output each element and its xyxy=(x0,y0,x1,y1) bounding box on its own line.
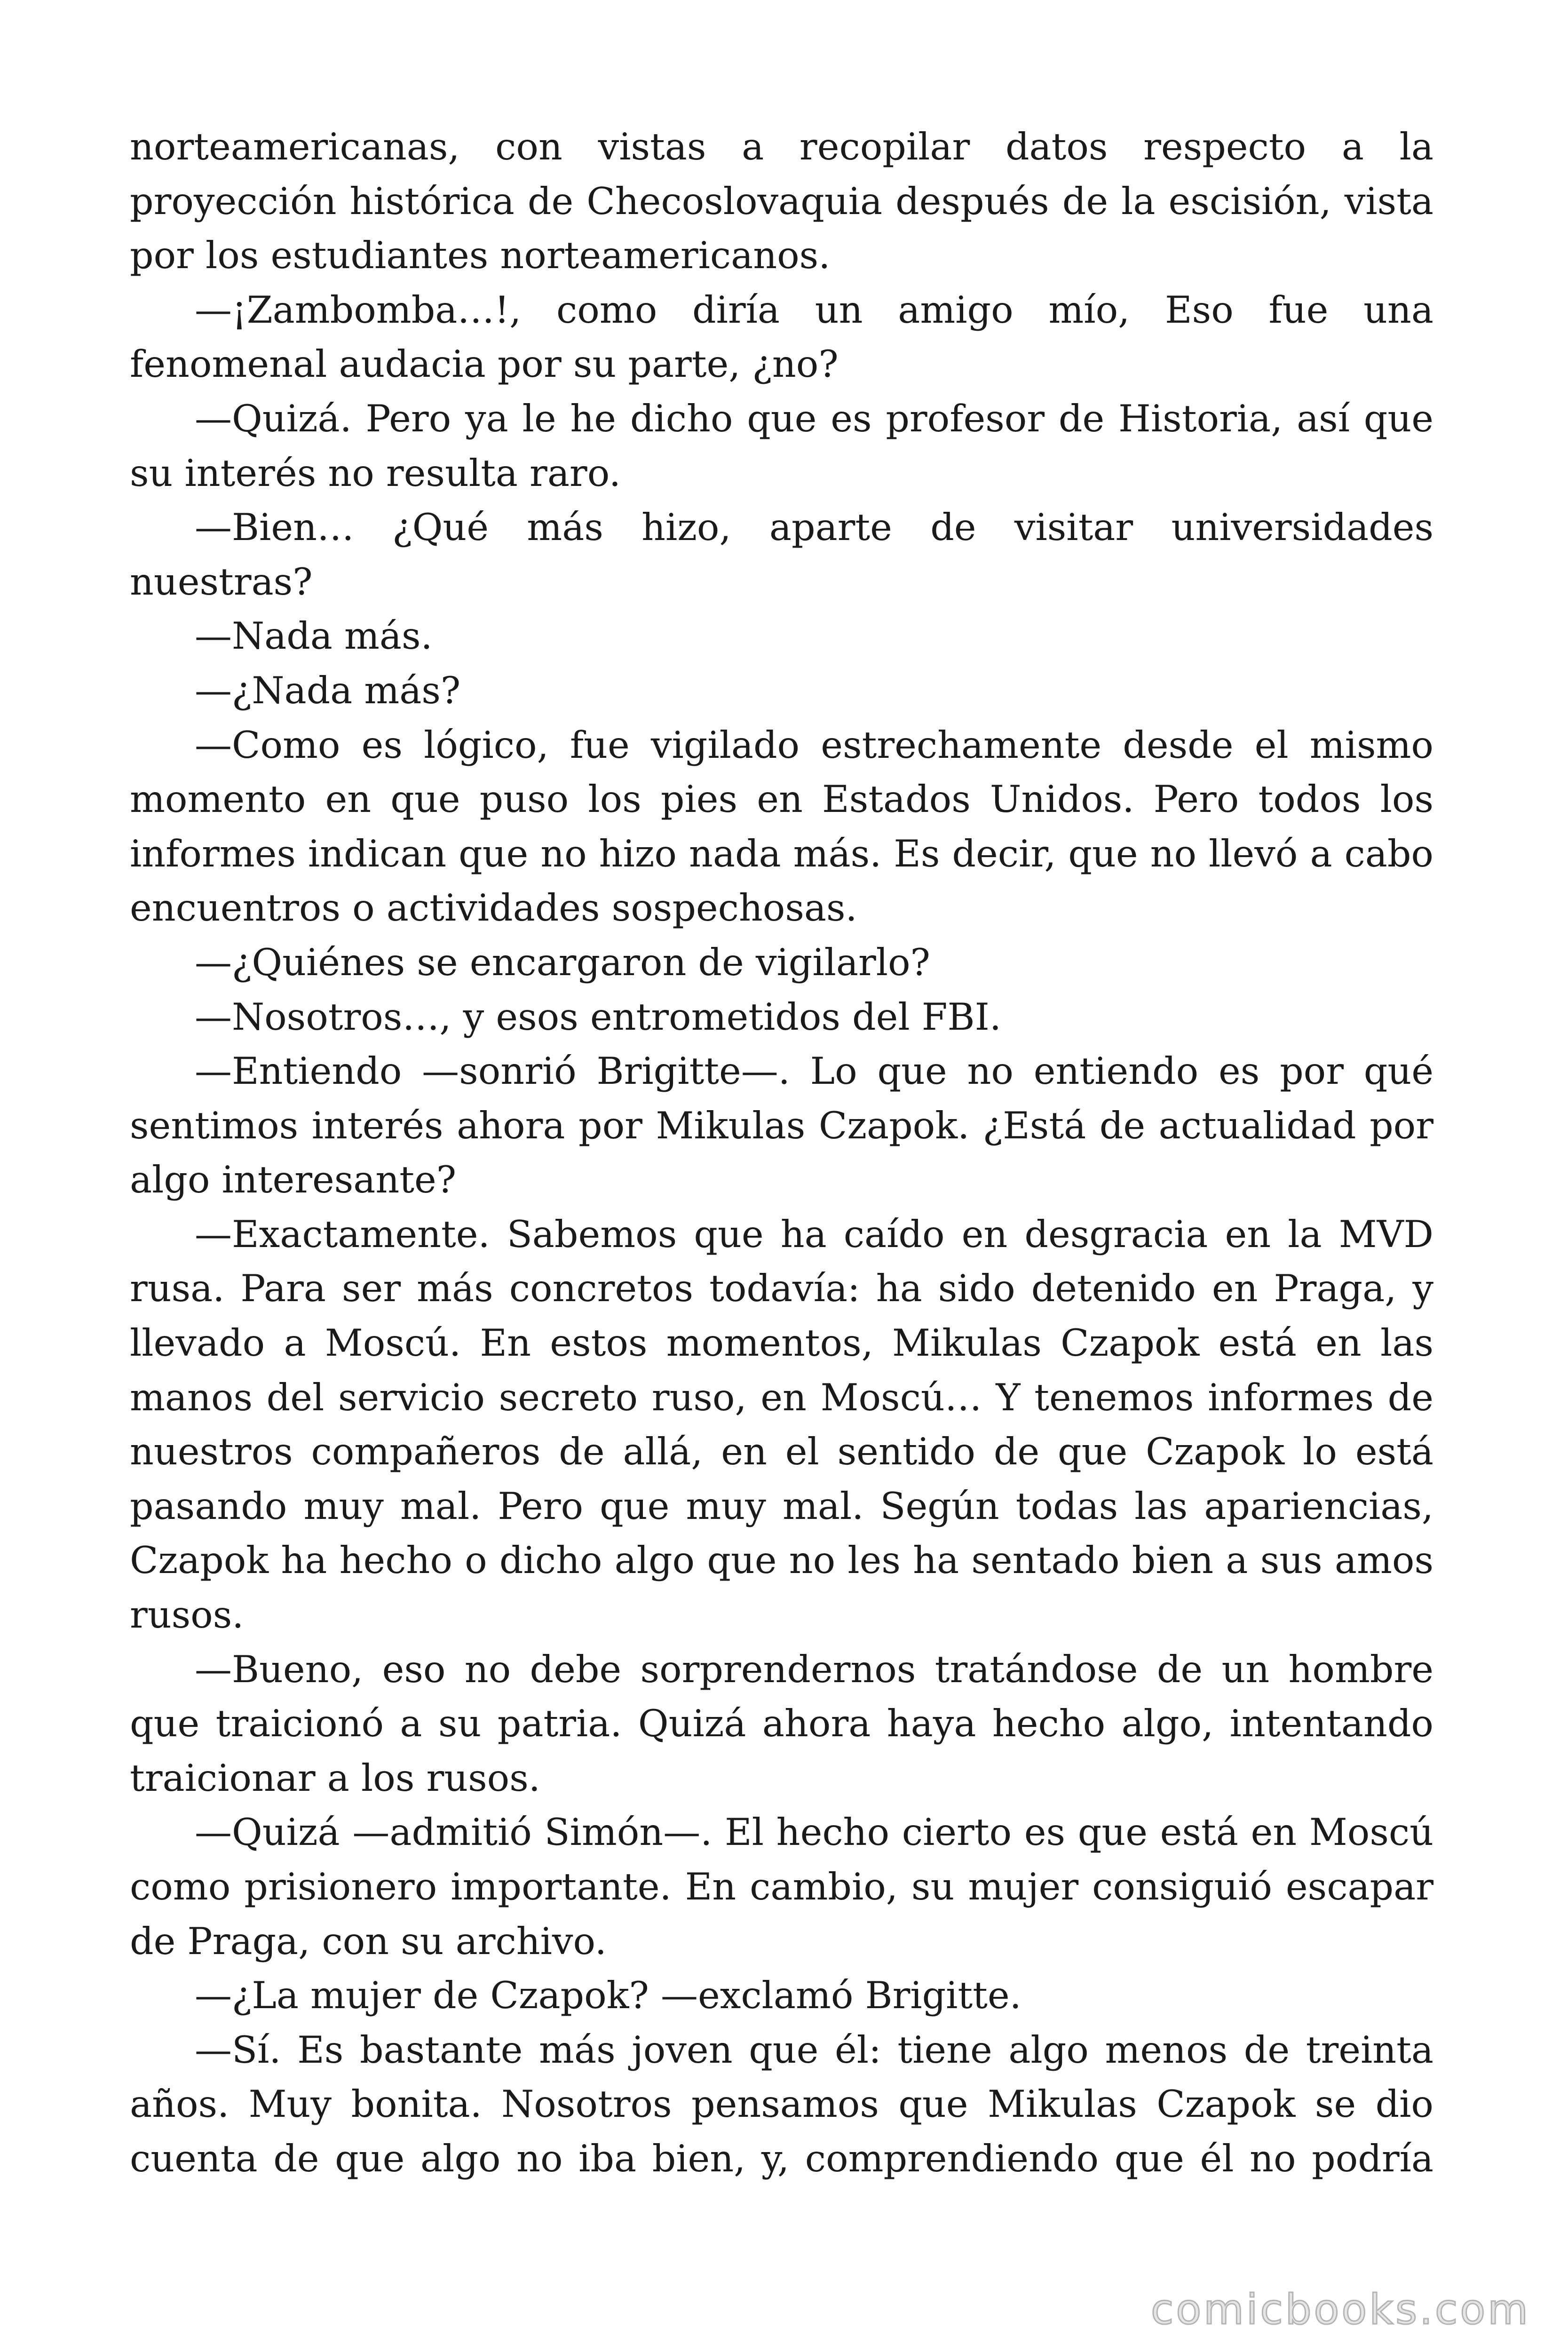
dialogue-paragraph: —Bueno, eso no debe sorprendernos tratándose de un hombre que traicionó a su patria. Quizá ahora haya hecho algo, intentando traicionar a los rusos. xyxy=(130,1647,1433,1800)
dialogue-paragraph: —¿La mujer de Czapok? —exclamó Brigitte. xyxy=(195,1974,1022,2018)
dialogue-paragraph: —Como es lógico, fue vigilado estrechamente desde el mismo momento en que puso los pies en Estados Unidos. Pero todos los informes indican que no hizo nada más. Es decir, que no llevó a cabo encuentros o actividades sospechosas. xyxy=(130,723,1433,930)
dialogue-paragraph: —Entiendo —sonrió Brigitte—. Lo que no entiendo es por qué sentimos interés ahora por Mikulas Czapok. ¿Está de actualidad por algo interesante? xyxy=(130,1049,1433,1202)
dialogue-paragraph: —¿Nada más? xyxy=(195,668,461,712)
dialogue-paragraph: —Quizá —admitió Simón—. El hecho cierto es que está en Moscú como prisionero importante. En cambio, su mujer consiguió escapar de Praga, con su archivo. xyxy=(130,1811,1433,1963)
paragraph-continuation: norteamericanas, con vistas a recopilar datos respecto a la proyección histórica de Checoslovaquia después de la escisión, vista por los estudiantes norteamericanos. xyxy=(130,125,1433,278)
dialogue-paragraph: —Bien… ¿Qué más hizo, aparte de visitar universidades nuestras? xyxy=(130,506,1433,604)
watermark-logo: comicbooks.com xyxy=(1150,2285,1530,2334)
dialogue-paragraph: —Nosotros…, y esos entrometidos del FBI. xyxy=(195,995,1001,1039)
dialogue-paragraph: —Quizá. Pero ya le he dicho que es profesor de Historia, así que su interés no resulta raro. xyxy=(130,397,1433,495)
page-body-text xyxy=(130,120,1433,2186)
dialogue-paragraph: —¡Zambomba…!, como diría un amigo mío, Eso fue una fenomenal audacia por su parte, ¿no? xyxy=(130,288,1433,386)
dialogue-paragraph: —Nada más. xyxy=(195,614,433,658)
dialogue-paragraph: —Exactamente. Sabemos que ha caído en desgracia en la MVD rusa. Para ser más concretos todavía: ha sido detenido en Praga, y llevado a Moscú. En estos momentos, Mikulas Czapok está en las manos del servicio secreto ruso, en Moscú… Y tenemos informes de nuestros compañeros de allá, en el sentido de que Czapok lo está pasando muy mal. Pero que muy mal. Según todas las apariencias, Czapok ha hecho o dicho algo que no les ha sentado bien a sus amos rusos. xyxy=(130,1212,1433,1637)
dialogue-paragraph: —Sí. Es bastante más joven que él: tiene algo menos de treinta años. Muy bonita. Nosotros pensamos que Mikulas Czapok se dio cuenta de que algo no iba bien, y, comprendiendo que él no podría xyxy=(130,2028,1433,2180)
dialogue-paragraph: —¿Quiénes se encargaron de vigilarlo? xyxy=(195,940,930,984)
